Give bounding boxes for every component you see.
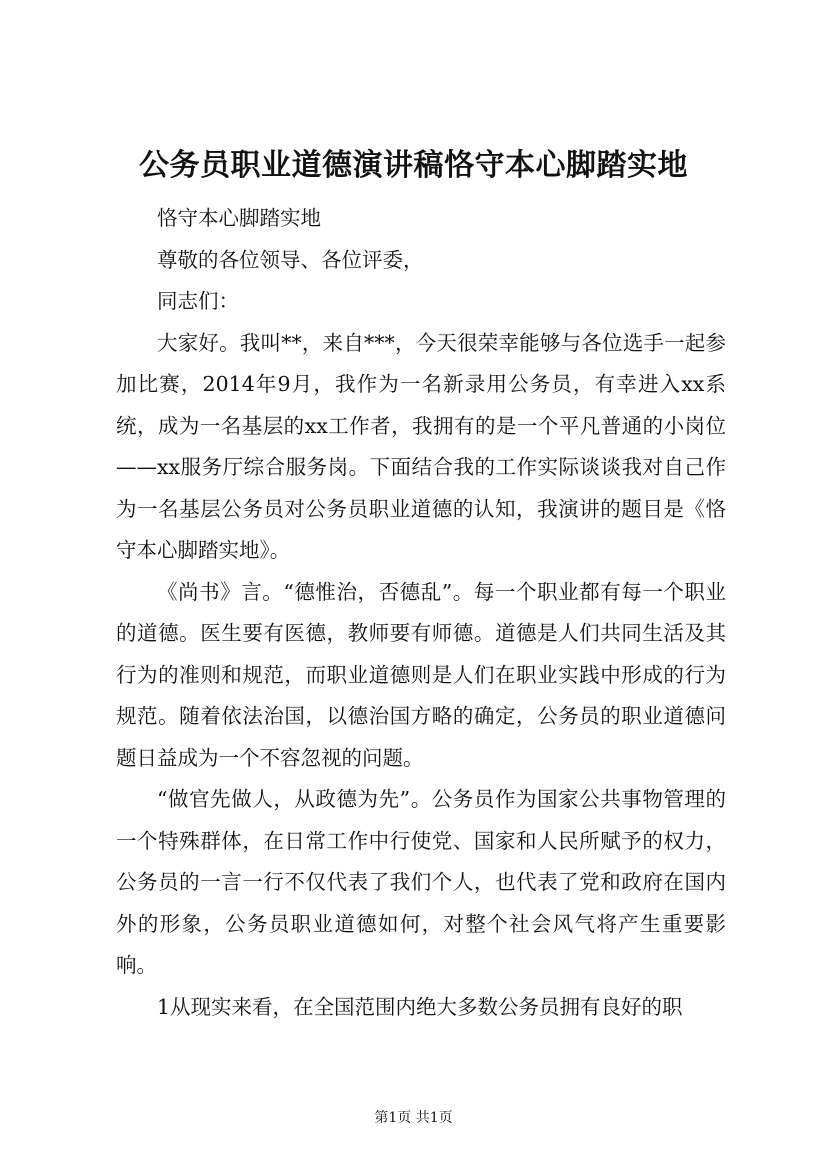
subtitle-paragraph: 恪守本心脚踏实地 bbox=[157, 206, 321, 230]
body-paragraph: 《尚书》言。“德惟治，否德乱”。每一个职业都有每一个职业的道德。医生要有医德，教师要有师德。道德是人们共同生活及其行为的准则和规范，而职业道德则是人们在职业实践中形成的行为规范。随着依法治国，以德治国方略的确定，公务员的职业道德问题日益成为一个不容忽视的问题。 bbox=[116, 579, 726, 770]
document-body bbox=[116, 198, 726, 1028]
body-paragraph: 大家好。我叫**，来自***，今天很荣幸能够与各位选手一起参加比赛，2014年9月，我作为一名新录用公务员，有幸进入xx系统，成为一名基层的xx工作者，我拥有的是一个平凡普通的小岗位——xx服务厅综合服务岗。下面结合我的工作实际谈谈我对自己作为一名基层公务员对公务员职业道德的认知，我演讲的题目是《恪守本心脚踏实地》。 bbox=[116, 330, 726, 562]
body-paragraph: “做官先做人，从政德为先”。公务员作为国家公共事物管理的一个特殊群体，在日常工作中行使党、国家和人民所赋予的权力，公务员的一言一行不仅代表了我们个人，也代表了党和政府在国内外的形象，公务员职业道德如何，对整个社会风气将产生重要影响。 bbox=[116, 787, 726, 977]
document-title: 公务员职业道德演讲稿恪守本心脚踏实地 bbox=[139, 148, 688, 183]
body-paragraph: 1从现实来看，在全国范围内绝大多数公务员拥有良好的职 bbox=[157, 994, 683, 1019]
page-footer: 第1页 共1页 bbox=[374, 1110, 453, 1126]
salutation-paragraph: 同志们： bbox=[157, 289, 239, 313]
salutation-paragraph: 尊敬的各位领导、各位评委， bbox=[157, 247, 424, 272]
